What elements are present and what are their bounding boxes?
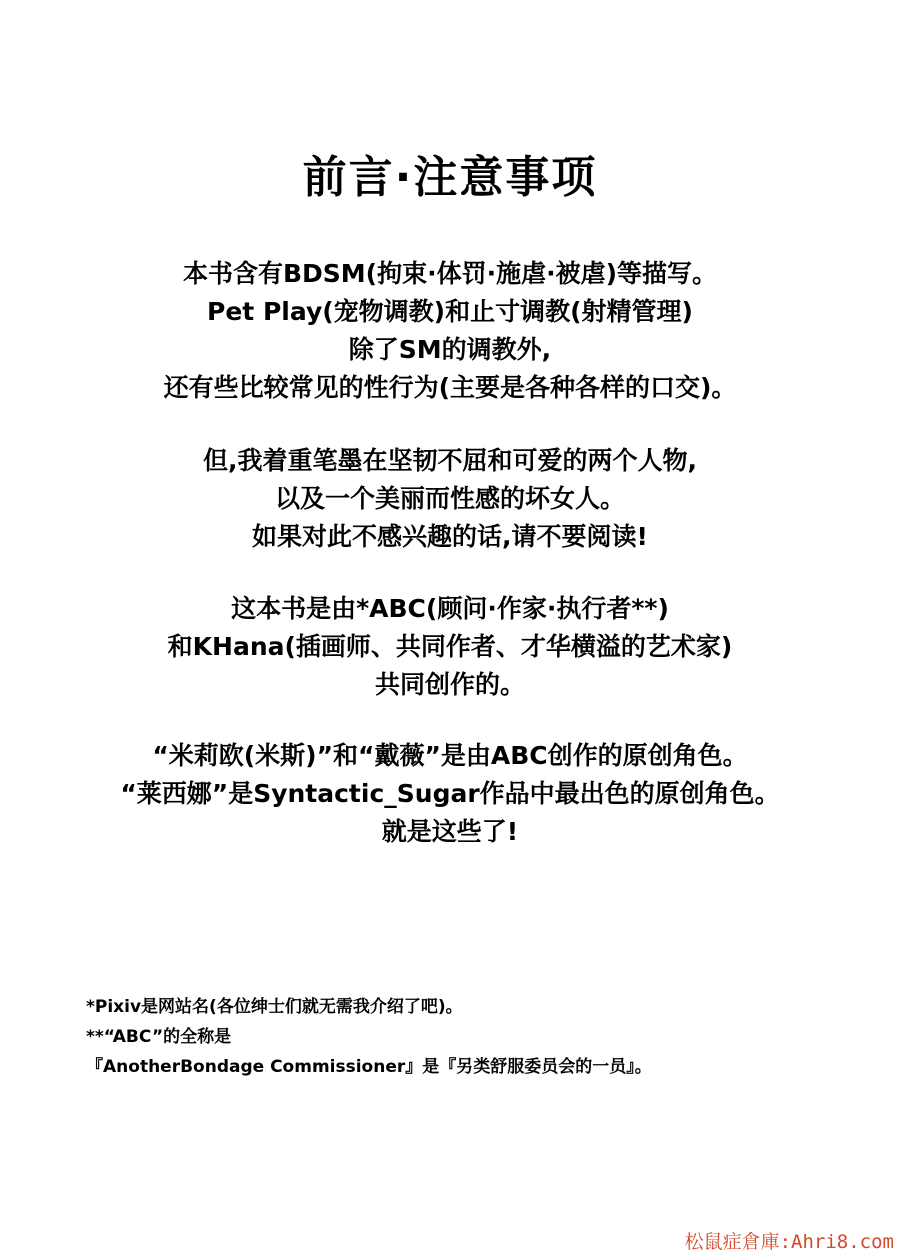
characters-block bbox=[0, 737, 900, 851]
text-line: 这本书是由*ABC(顾问·作家·执行者**) bbox=[231, 594, 669, 623]
credits-block bbox=[0, 590, 900, 704]
text-line: 和KHana(插画师、共同作者、才华横溢的艺术家) bbox=[167, 632, 733, 661]
text-line: 以及一个美丽而性感的坏女人。 bbox=[274, 484, 625, 513]
footnote-line: *Pixiv是网站名(各位绅士们就无需我介绍了吧)。 bbox=[86, 997, 463, 1017]
text-line: 还有些比较常见的性行为(主要是各种各样的口交)。 bbox=[163, 373, 737, 402]
text-line: Pet Play(宠物调教)和止寸调教(射精管理) bbox=[207, 297, 693, 326]
footnote-line: **“ABC”的全称是 bbox=[86, 1027, 232, 1047]
watermark-text: 松鼠症倉庫:Ahri8.com bbox=[684, 1231, 894, 1253]
content-warning-block bbox=[0, 255, 900, 407]
text-line: 共同创作的。 bbox=[374, 670, 525, 699]
footnotes bbox=[86, 992, 866, 1082]
text-line: 但,我着重笔墨在坚韧不屈和可爱的两个人物, bbox=[203, 446, 697, 475]
footnote-line: 『AnotherBondage Commissioner』是『另类舒服委员会的一员』。 bbox=[86, 1057, 652, 1077]
text-line: 本书含有BDSM(拘束·体罚·施虐·被虐)等描写。 bbox=[182, 259, 718, 288]
text-line: 就是这些了! bbox=[381, 817, 519, 846]
text-line: “米莉欧(米斯)”和“戴薇”是由ABC创作的原创角色。 bbox=[152, 741, 748, 770]
page-title: 前言·注意事项 bbox=[302, 152, 598, 203]
reader-advice-block bbox=[0, 442, 900, 556]
text-line: “莱西娜”是Syntactic_Sugar作品中最出色的原创角色。 bbox=[120, 779, 780, 808]
text-line: 如果对此不感兴趣的话,请不要阅读! bbox=[252, 522, 648, 551]
text-line: 除了SM的调教外, bbox=[348, 335, 552, 364]
